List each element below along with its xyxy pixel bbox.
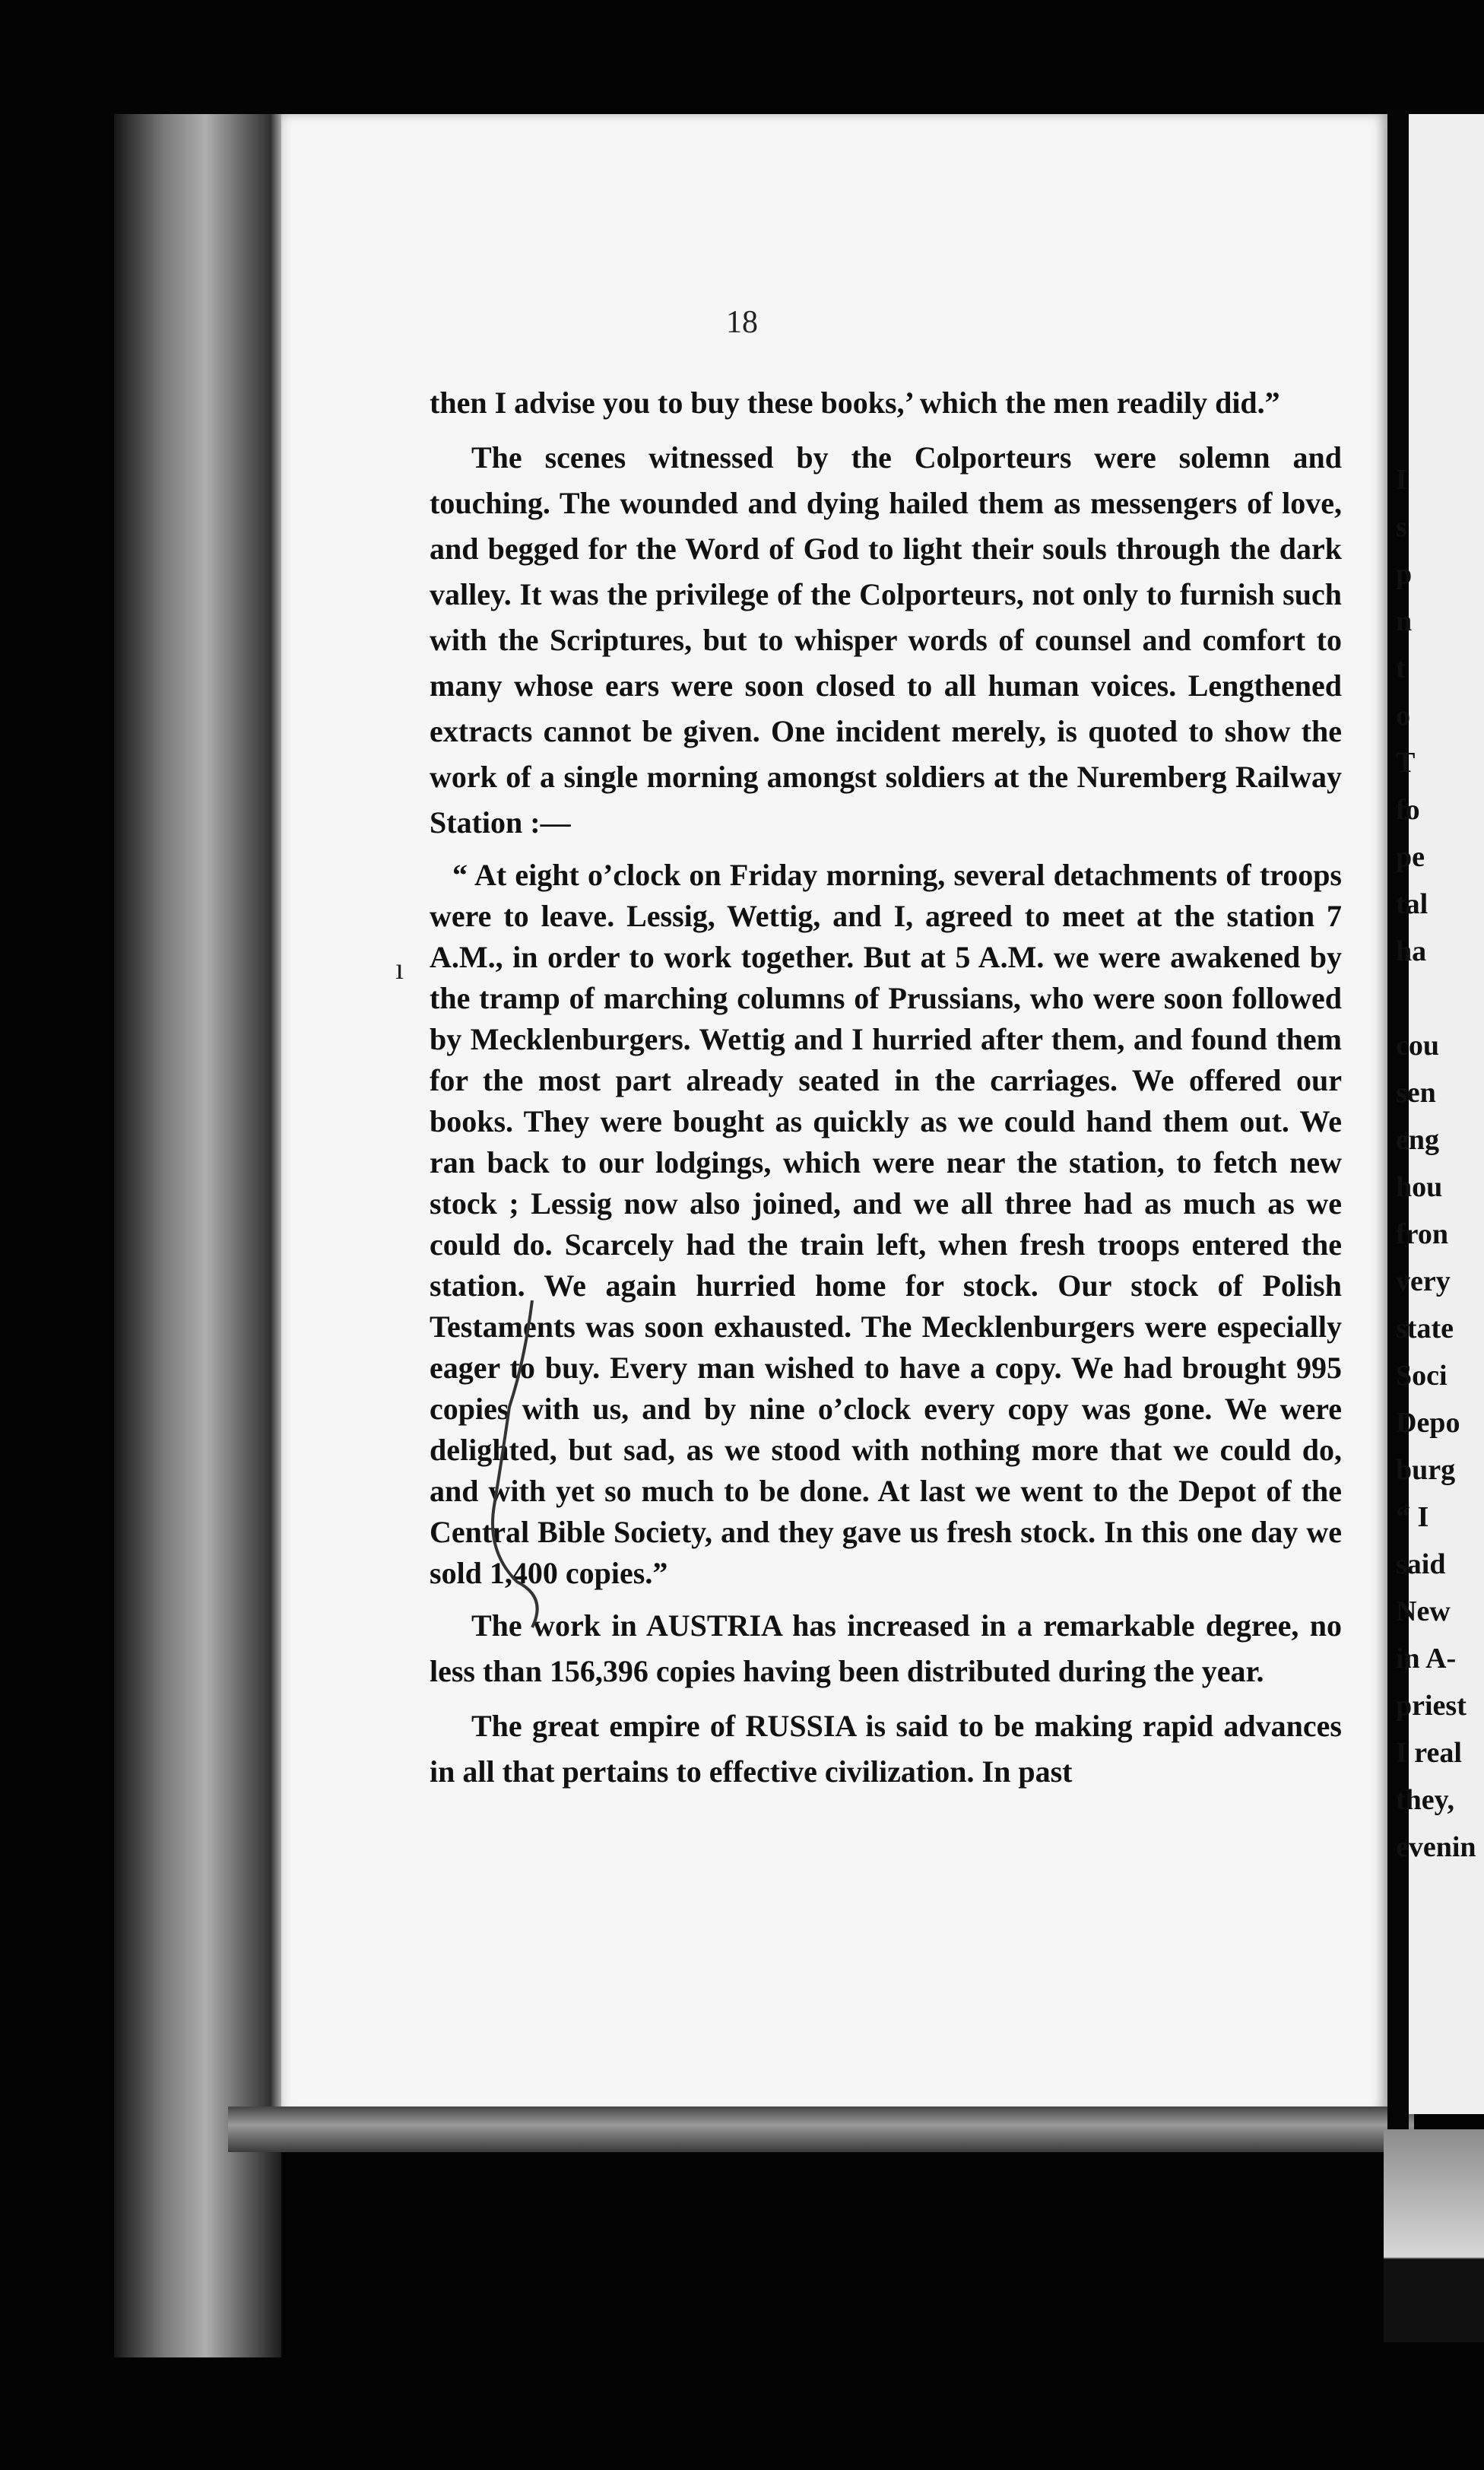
facing-page-fragment: n	[1396, 605, 1413, 637]
facing-page-fragment: very	[1396, 1265, 1451, 1297]
facing-page-fragment: “ I	[1396, 1501, 1429, 1533]
facing-page-fragment: T	[1396, 747, 1416, 779]
facing-page-text	[1396, 456, 1484, 1871]
facing-page-fragment: evenin	[1396, 1831, 1476, 1863]
facing-page-fragment: s	[1396, 511, 1407, 543]
facing-page-fragment	[1396, 975, 1484, 1022]
facing-page-fragment: New	[1396, 1595, 1451, 1627]
facing-page-fragment: state	[1396, 1313, 1454, 1345]
facing-page-fragment: fron	[1396, 1218, 1448, 1250]
facing-page-fragment: they,	[1396, 1784, 1455, 1816]
facing-page-fragment: hou	[1396, 1171, 1443, 1203]
facing-page-fragment: in A-	[1396, 1643, 1457, 1675]
facing-page-fragment: Soci	[1396, 1360, 1448, 1392]
facing-page-bottom	[1384, 2129, 1484, 2342]
facing-page-fragment: Depo	[1396, 1407, 1460, 1439]
facing-page-fragment: cou	[1396, 1030, 1439, 1062]
page-number: 18	[726, 305, 758, 340]
page-bottom-edge	[228, 2106, 1414, 2152]
facing-page-fragment: priest	[1396, 1690, 1467, 1722]
paragraph-quoted-account: “ At eight o’clock on Friday morning, several detachments of troops were to leave. Lessig, Wettig, and I, agreed to meet at the station 7 A.M., in order to work together. But at 5 A.M. we were awakened by the tramp of marching columns of Prussians, who were soon followed by Mecklenburgers. Wettig and I hurried after them, and found them for the most part already seated in the carriages. We offered our books. They were bought as quickly as we could hand them out. We ran back to our lodgings, which were near the station, to fetch new stock ; Lessig now also joined, and we all three had as much as we could do. Scarcely had the train left, when fresh troops entered the station. We again hurried home for stock. Our stock of Polish Testaments was soon exhausted. The Mecklenburgers were especially eager to buy. Every man wished to have a copy. We had brought 995 copies with us, and by nine o’clock every copy was gone. We were delighted, but sad, as we stood with nothing more that we could do, and with yet so much to be done. At last we went to the Depot of the Central Bible Society, and they gave us fresh stock. In this one day we sold 1,400 copies.”	[430, 858, 1342, 1590]
facing-page-fragment: burg	[1396, 1454, 1456, 1486]
facing-page-fragment: eng	[1396, 1124, 1439, 1156]
facing-page-fragment: tal	[1396, 888, 1429, 920]
facing-page-fragment: t	[1396, 652, 1406, 684]
book-spine	[114, 114, 281, 2357]
paragraph-russia: The great empire of RUSSIA is said to be making rapid advances in all that pertains to effective civilization. In past	[430, 1709, 1342, 1789]
paragraph-continuation: then I advise you to buy these books,’ which the men readily did.”	[430, 386, 1280, 420]
facing-page-fragment: pe	[1396, 841, 1425, 873]
paragraph-austria: The work in AUSTRIA has increased in a remarkable degree, no less than 156,396 copies having been distributed during the year.	[430, 1608, 1342, 1688]
facing-page-fragment: ha	[1396, 935, 1427, 967]
paragraph-colporteurs: The scenes witnessed by the Colporteurs were solemn and touching. The wounded and dying hailed them as messengers of love, and begged for the Word of God to light their souls through the dark valley. It was the privilege of the Colporteurs, not only to furnish such with the Scriptures, but to whisper words of counsel and comfort to many whose ears were soon closed to all human voices. Lengthened extracts cannot be given. One incident merely, is quoted to show the work of a single morning amongst soldiers at the Nuremberg Railway Station :—	[430, 440, 1342, 840]
facing-page-fragment: said	[1396, 1548, 1446, 1580]
facing-page-fragment: sen	[1396, 1077, 1436, 1109]
page-body-text	[430, 380, 1342, 1804]
facing-page-fragment: o	[1396, 700, 1410, 732]
facing-page-fragment: I	[1396, 464, 1407, 496]
facing-page-fragment: I real	[1396, 1737, 1462, 1769]
margin-tick-mark: ı	[395, 951, 404, 986]
facing-page-fragment: fo	[1396, 794, 1420, 826]
facing-page-fragment: p	[1396, 558, 1413, 590]
